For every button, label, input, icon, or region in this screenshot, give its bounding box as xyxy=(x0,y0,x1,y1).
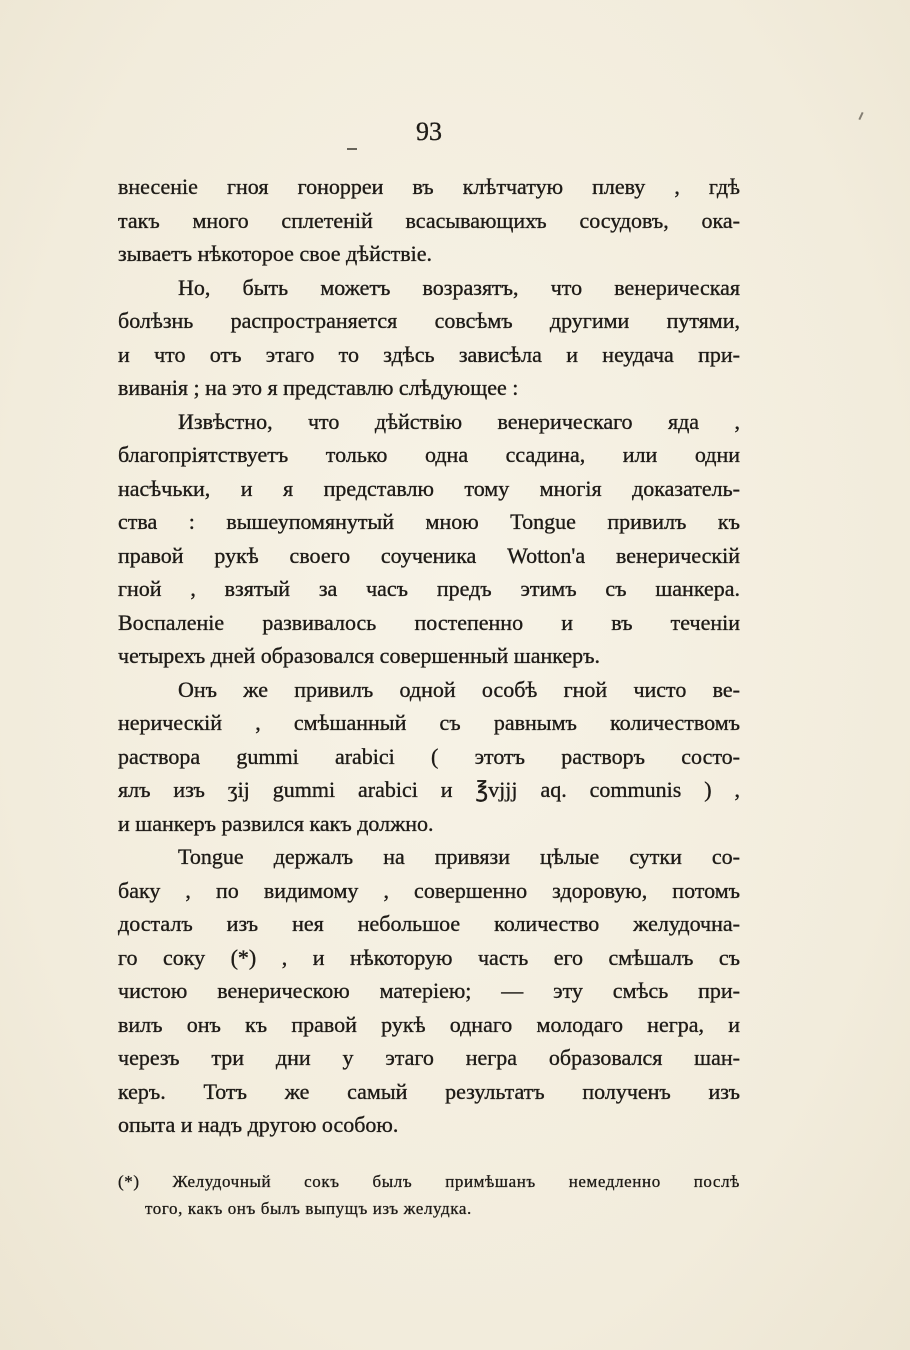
text-line: виванія ; на это я представлю слѣдующее : xyxy=(118,375,519,400)
paragraph xyxy=(118,840,740,1142)
footnote-text: Желудочный сокъ былъ примѣшанъ немедленно послѣ xyxy=(172,1172,740,1191)
text-line: ства : вышеупомянутый мною Tongue привилъ къ xyxy=(118,509,740,534)
paragraph xyxy=(118,170,740,271)
text-line: Воспаленіе развивалось постепенно и въ теченіи xyxy=(118,609,740,635)
text-line: Tongue держалъ на привязи цѣлые сутки со- xyxy=(178,844,740,869)
text-line: керъ. Тотъ же самый результатъ полученъ изъ xyxy=(118,1078,740,1104)
page-number: 93 xyxy=(416,117,442,146)
text-line: Онъ же привилъ одной особѣ гной чисто ве- xyxy=(178,676,740,702)
text-line: нерическій , смѣшанный съ равнымъ количествомъ xyxy=(118,710,740,735)
paragraph xyxy=(118,405,740,673)
text-line: благопріятствуетъ только одна ссадина, или одни xyxy=(118,442,740,467)
text-line: го соку (*) , и нѣкоторую часть его смѣшалъ съ xyxy=(118,944,740,970)
text-line: зываетъ нѣкоторое свое дѣйствіе. xyxy=(118,241,433,266)
text-line: правой рукѣ своего соученика Wotton'а венерическій xyxy=(118,542,740,568)
text-line: черезъ три дни у этаго негра образовался шан- xyxy=(118,1045,740,1070)
paragraph xyxy=(118,673,740,841)
footnote-marker: (*) xyxy=(118,1172,140,1191)
ink-speck xyxy=(858,112,863,120)
text-line: баку , по видимому , совершенно здоровую, потомъ xyxy=(118,877,740,903)
text-line: болѣзнь распространяется совсѣмъ другими путями, xyxy=(118,308,740,333)
text-line: вилъ онъ къ правой рукѣ однаго молодаго негра, и xyxy=(118,1011,740,1037)
text-line: раствора gummi arabici ( этотъ растворъ состо- xyxy=(118,743,740,769)
text-line: насѣчьки, и я представлю тому многія доказатель- xyxy=(118,475,740,501)
footnote-line: того, какъ онъ былъ выпущъ изъ желудка. xyxy=(145,1199,472,1218)
text-line: гной , взятый за часъ предъ этимъ съ шанкера. xyxy=(118,576,740,601)
paragraph xyxy=(118,271,740,405)
text-line: досталъ изъ нея небольшое количество желудочна- xyxy=(118,911,740,936)
text-line: внесеніе гноя гонорреи въ клѣтчатую плеву , гдѣ xyxy=(118,174,740,199)
text-line: такъ много сплетеній всасывающихъ сосудовъ, ока- xyxy=(118,207,740,233)
text-line: ялъ изъ ʒij gummi arabici и ℥vjjj aq. communis ) , xyxy=(118,777,740,802)
text-line: четырехъ дней образовался совершенный шанкеръ. xyxy=(118,643,601,668)
ink-speck xyxy=(347,148,357,150)
footnote-line xyxy=(118,1168,740,1195)
main-text xyxy=(118,170,740,1142)
text-line: и что отъ этаго то здѣсь зависѣла и неудача при- xyxy=(118,341,740,367)
text-line: и шанкеръ развился какъ должно. xyxy=(118,810,434,836)
text-line: Извѣстно, что дѣйствію венерическаго яда , xyxy=(178,408,740,434)
text-line: Но, быть можетъ возразятъ, что венерическая xyxy=(178,274,740,300)
footnote xyxy=(118,1168,740,1222)
text-line: чистою венерическою матеріею; — эту смѣсь при- xyxy=(118,978,740,1003)
text-line: опыта и надъ другою особою. xyxy=(118,1112,399,1137)
